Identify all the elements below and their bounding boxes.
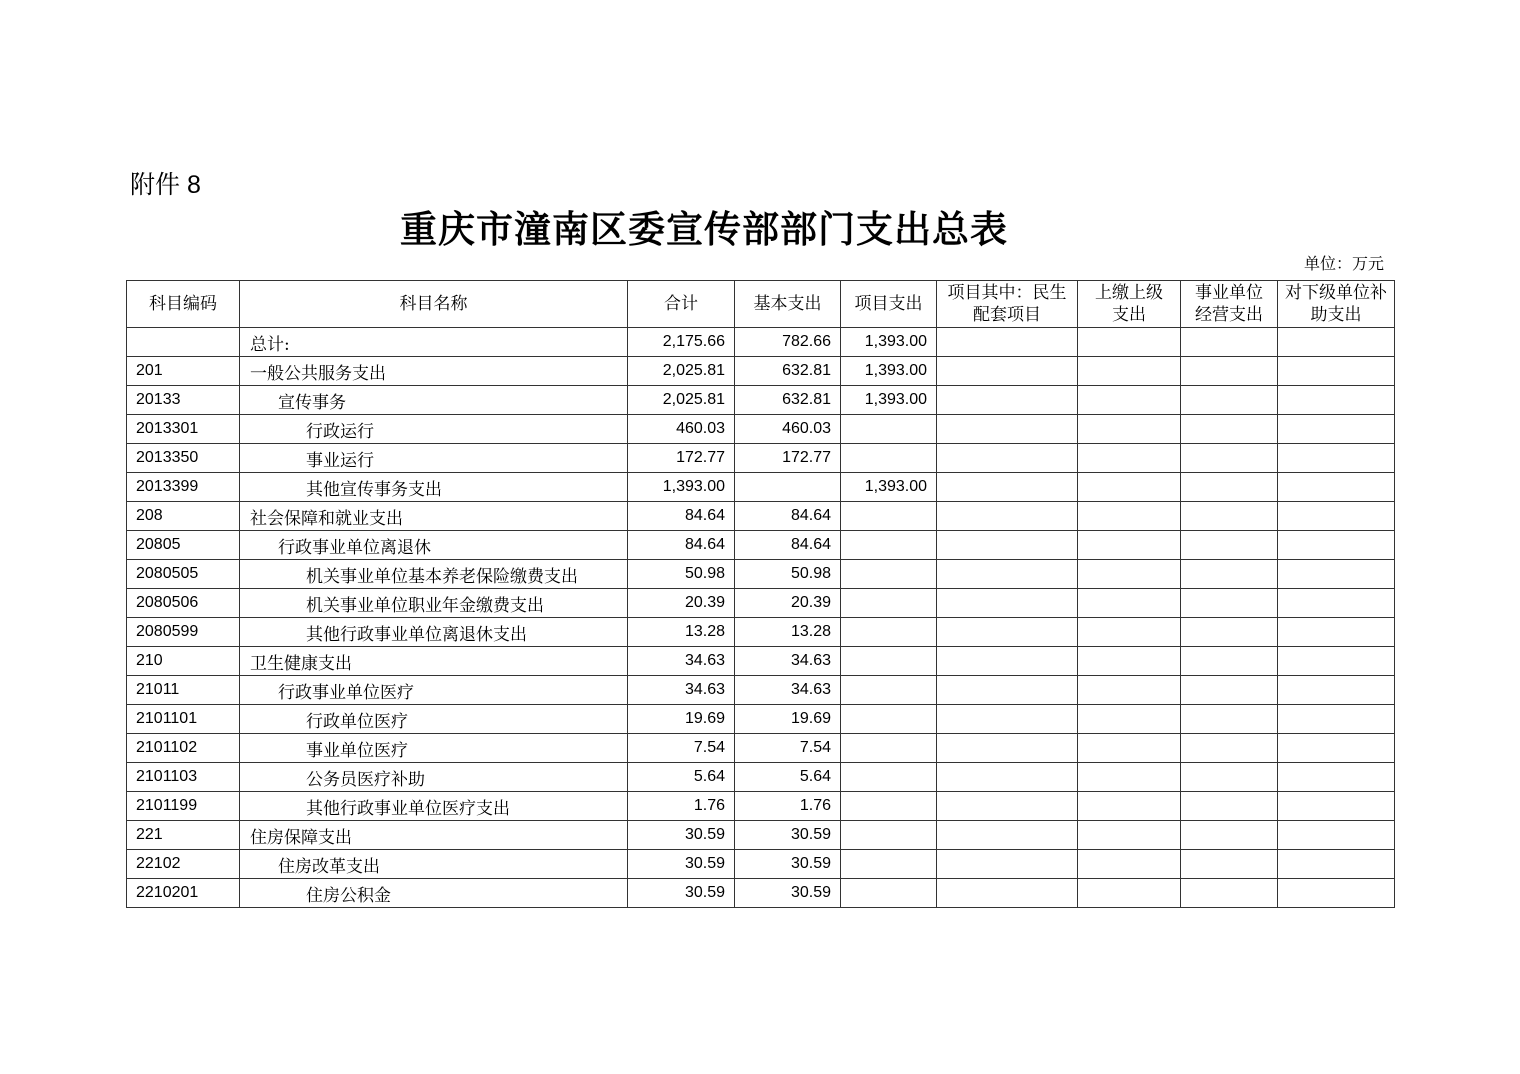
cell-project [841, 444, 937, 473]
cell-project [841, 821, 937, 850]
cell-project [841, 560, 937, 589]
cell-total: 34.63 [628, 676, 735, 705]
header-upper: 上缴上级支出 [1078, 281, 1181, 328]
cell-livelihood [937, 386, 1078, 415]
cell-name: 机关事业单位基本养老保险缴费支出 [240, 560, 628, 589]
cell-subsidy [1278, 502, 1395, 531]
cell-code [127, 328, 240, 357]
table-row [127, 705, 1395, 734]
cell-code: 20805 [127, 531, 240, 560]
cell-total: 20.39 [628, 589, 735, 618]
cell-livelihood [937, 531, 1078, 560]
cell-business [1181, 647, 1278, 676]
cell-code: 21011 [127, 676, 240, 705]
cell-code: 22102 [127, 850, 240, 879]
table-row [127, 821, 1395, 850]
cell-subsidy [1278, 850, 1395, 879]
cell-code: 201 [127, 357, 240, 386]
cell-upper [1078, 589, 1181, 618]
cell-name: 总计: [240, 328, 628, 357]
cell-subsidy [1278, 821, 1395, 850]
cell-livelihood [937, 444, 1078, 473]
cell-code: 2080505 [127, 560, 240, 589]
cell-total: 30.59 [628, 879, 735, 908]
cell-upper [1078, 415, 1181, 444]
cell-code: 2101199 [127, 792, 240, 821]
cell-subsidy [1278, 705, 1395, 734]
cell-name: 一般公共服务支出 [240, 357, 628, 386]
cell-code: 20133 [127, 386, 240, 415]
cell-basic: 84.64 [735, 531, 841, 560]
table-header-row [127, 281, 1395, 328]
cell-name: 其他行政事业单位离退休支出 [240, 618, 628, 647]
cell-business [1181, 531, 1278, 560]
cell-subsidy [1278, 763, 1395, 792]
cell-livelihood [937, 502, 1078, 531]
header-basic: 基本支出 [735, 281, 841, 328]
cell-business [1181, 328, 1278, 357]
cell-total: 460.03 [628, 415, 735, 444]
cell-subsidy [1278, 357, 1395, 386]
cell-basic [735, 473, 841, 502]
unit-label: 单位：万元 [1303, 254, 1384, 273]
cell-name: 行政事业单位离退休 [240, 531, 628, 560]
cell-upper [1078, 850, 1181, 879]
cell-name: 事业单位医疗 [240, 734, 628, 763]
cell-business [1181, 879, 1278, 908]
cell-business [1181, 560, 1278, 589]
cell-total: 84.64 [628, 531, 735, 560]
cell-project: 1,393.00 [841, 328, 937, 357]
table-row [127, 647, 1395, 676]
cell-business [1181, 502, 1278, 531]
cell-basic: 7.54 [735, 734, 841, 763]
cell-livelihood [937, 850, 1078, 879]
cell-livelihood [937, 734, 1078, 763]
cell-project [841, 734, 937, 763]
attachment-label: 附件 8 [130, 171, 201, 199]
page-title: 重庆市潼南区委宣传部部门支出总表 [400, 207, 1008, 251]
cell-name: 住房保障支出 [240, 821, 628, 850]
cell-basic: 5.64 [735, 763, 841, 792]
header-code: 科目编码 [127, 281, 240, 328]
cell-total: 2,025.81 [628, 357, 735, 386]
cell-livelihood [937, 328, 1078, 357]
cell-subsidy [1278, 473, 1395, 502]
cell-project [841, 879, 937, 908]
cell-total: 34.63 [628, 647, 735, 676]
cell-upper [1078, 676, 1181, 705]
cell-project [841, 792, 937, 821]
cell-total: 50.98 [628, 560, 735, 589]
cell-livelihood [937, 560, 1078, 589]
cell-livelihood [937, 589, 1078, 618]
cell-basic: 50.98 [735, 560, 841, 589]
table-row [127, 473, 1395, 502]
cell-name: 其他宣传事务支出 [240, 473, 628, 502]
cell-code: 2013301 [127, 415, 240, 444]
cell-project [841, 415, 937, 444]
table-row [127, 589, 1395, 618]
cell-basic: 632.81 [735, 357, 841, 386]
cell-name: 公务员医疗补助 [240, 763, 628, 792]
cell-basic: 782.66 [735, 328, 841, 357]
cell-upper [1078, 763, 1181, 792]
cell-code: 2013399 [127, 473, 240, 502]
cell-subsidy [1278, 734, 1395, 763]
header-project: 项目支出 [841, 281, 937, 328]
cell-total: 1,393.00 [628, 473, 735, 502]
cell-business [1181, 357, 1278, 386]
cell-upper [1078, 705, 1181, 734]
table-row [127, 531, 1395, 560]
cell-upper [1078, 879, 1181, 908]
header-livelihood: 项目其中：民生配套项目 [937, 281, 1078, 328]
cell-livelihood [937, 763, 1078, 792]
cell-name: 行政单位医疗 [240, 705, 628, 734]
cell-name: 住房改革支出 [240, 850, 628, 879]
cell-subsidy [1278, 879, 1395, 908]
table-row [127, 792, 1395, 821]
cell-livelihood [937, 821, 1078, 850]
table-row [127, 676, 1395, 705]
cell-code: 2080506 [127, 589, 240, 618]
cell-business [1181, 705, 1278, 734]
cell-upper [1078, 473, 1181, 502]
cell-business [1181, 821, 1278, 850]
table-row [127, 415, 1395, 444]
cell-subsidy [1278, 792, 1395, 821]
table-row [127, 560, 1395, 589]
cell-upper [1078, 734, 1181, 763]
cell-code: 221 [127, 821, 240, 850]
cell-subsidy [1278, 618, 1395, 647]
cell-basic: 13.28 [735, 618, 841, 647]
cell-livelihood [937, 676, 1078, 705]
cell-upper [1078, 618, 1181, 647]
expenditure-table [126, 280, 1395, 908]
cell-name: 住房公积金 [240, 879, 628, 908]
cell-project [841, 589, 937, 618]
cell-basic: 460.03 [735, 415, 841, 444]
cell-livelihood [937, 879, 1078, 908]
cell-upper [1078, 647, 1181, 676]
cell-total: 30.59 [628, 821, 735, 850]
header-name: 科目名称 [240, 281, 628, 328]
cell-project: 1,393.00 [841, 386, 937, 415]
cell-basic: 30.59 [735, 850, 841, 879]
cell-name: 机关事业单位职业年金缴费支出 [240, 589, 628, 618]
cell-project [841, 705, 937, 734]
cell-name: 社会保障和就业支出 [240, 502, 628, 531]
cell-total: 2,025.81 [628, 386, 735, 415]
cell-business [1181, 386, 1278, 415]
cell-name: 卫生健康支出 [240, 647, 628, 676]
cell-upper [1078, 502, 1181, 531]
cell-subsidy [1278, 676, 1395, 705]
cell-business [1181, 415, 1278, 444]
cell-project [841, 763, 937, 792]
cell-total: 5.64 [628, 763, 735, 792]
table-row [127, 357, 1395, 386]
cell-subsidy [1278, 415, 1395, 444]
cell-livelihood [937, 792, 1078, 821]
cell-total: 30.59 [628, 850, 735, 879]
cell-code: 2101102 [127, 734, 240, 763]
table-row [127, 618, 1395, 647]
header-total: 合计 [628, 281, 735, 328]
cell-basic: 20.39 [735, 589, 841, 618]
cell-name: 事业运行 [240, 444, 628, 473]
cell-basic: 1.76 [735, 792, 841, 821]
cell-basic: 84.64 [735, 502, 841, 531]
table-row [127, 763, 1395, 792]
cell-upper [1078, 792, 1181, 821]
cell-basic: 19.69 [735, 705, 841, 734]
cell-name: 行政运行 [240, 415, 628, 444]
cell-name: 行政事业单位医疗 [240, 676, 628, 705]
cell-code: 2101101 [127, 705, 240, 734]
cell-business [1181, 763, 1278, 792]
cell-business [1181, 618, 1278, 647]
cell-basic: 172.77 [735, 444, 841, 473]
cell-project: 1,393.00 [841, 357, 937, 386]
table-row [127, 386, 1395, 415]
cell-business [1181, 792, 1278, 821]
cell-business [1181, 734, 1278, 763]
table-row [127, 444, 1395, 473]
cell-code: 2101103 [127, 763, 240, 792]
cell-upper [1078, 531, 1181, 560]
table-body [127, 328, 1395, 908]
cell-subsidy [1278, 328, 1395, 357]
cell-upper [1078, 444, 1181, 473]
cell-livelihood [937, 618, 1078, 647]
cell-basic: 34.63 [735, 676, 841, 705]
cell-business [1181, 473, 1278, 502]
cell-livelihood [937, 473, 1078, 502]
table-row [127, 734, 1395, 763]
cell-upper [1078, 357, 1181, 386]
cell-total: 1.76 [628, 792, 735, 821]
cell-basic: 34.63 [735, 647, 841, 676]
header-business: 事业单位经营支出 [1181, 281, 1278, 328]
cell-subsidy [1278, 531, 1395, 560]
cell-subsidy [1278, 647, 1395, 676]
cell-total: 19.69 [628, 705, 735, 734]
cell-basic: 632.81 [735, 386, 841, 415]
table-row [127, 850, 1395, 879]
cell-upper [1078, 386, 1181, 415]
cell-business [1181, 589, 1278, 618]
cell-project [841, 531, 937, 560]
cell-name: 其他行政事业单位医疗支出 [240, 792, 628, 821]
table-row [127, 879, 1395, 908]
cell-livelihood [937, 357, 1078, 386]
cell-subsidy [1278, 386, 1395, 415]
cell-subsidy [1278, 444, 1395, 473]
cell-livelihood [937, 415, 1078, 444]
cell-total: 172.77 [628, 444, 735, 473]
cell-code: 2210201 [127, 879, 240, 908]
cell-project [841, 647, 937, 676]
cell-subsidy [1278, 560, 1395, 589]
cell-livelihood [937, 647, 1078, 676]
header-subsidy: 对下级单位补助支出 [1278, 281, 1395, 328]
cell-upper [1078, 821, 1181, 850]
cell-basic: 30.59 [735, 879, 841, 908]
cell-subsidy [1278, 589, 1395, 618]
cell-name: 宣传事务 [240, 386, 628, 415]
cell-basic: 30.59 [735, 821, 841, 850]
cell-total: 7.54 [628, 734, 735, 763]
cell-project: 1,393.00 [841, 473, 937, 502]
cell-total: 84.64 [628, 502, 735, 531]
cell-code: 2080599 [127, 618, 240, 647]
cell-upper [1078, 560, 1181, 589]
cell-total: 13.28 [628, 618, 735, 647]
cell-code: 208 [127, 502, 240, 531]
table-row [127, 328, 1395, 357]
cell-project [841, 676, 937, 705]
cell-code: 2013350 [127, 444, 240, 473]
table-row [127, 502, 1395, 531]
cell-project [841, 850, 937, 879]
cell-project [841, 502, 937, 531]
cell-project [841, 618, 937, 647]
cell-business [1181, 850, 1278, 879]
cell-business [1181, 444, 1278, 473]
cell-upper [1078, 328, 1181, 357]
cell-code: 210 [127, 647, 240, 676]
cell-livelihood [937, 705, 1078, 734]
cell-business [1181, 676, 1278, 705]
cell-total: 2,175.66 [628, 328, 735, 357]
